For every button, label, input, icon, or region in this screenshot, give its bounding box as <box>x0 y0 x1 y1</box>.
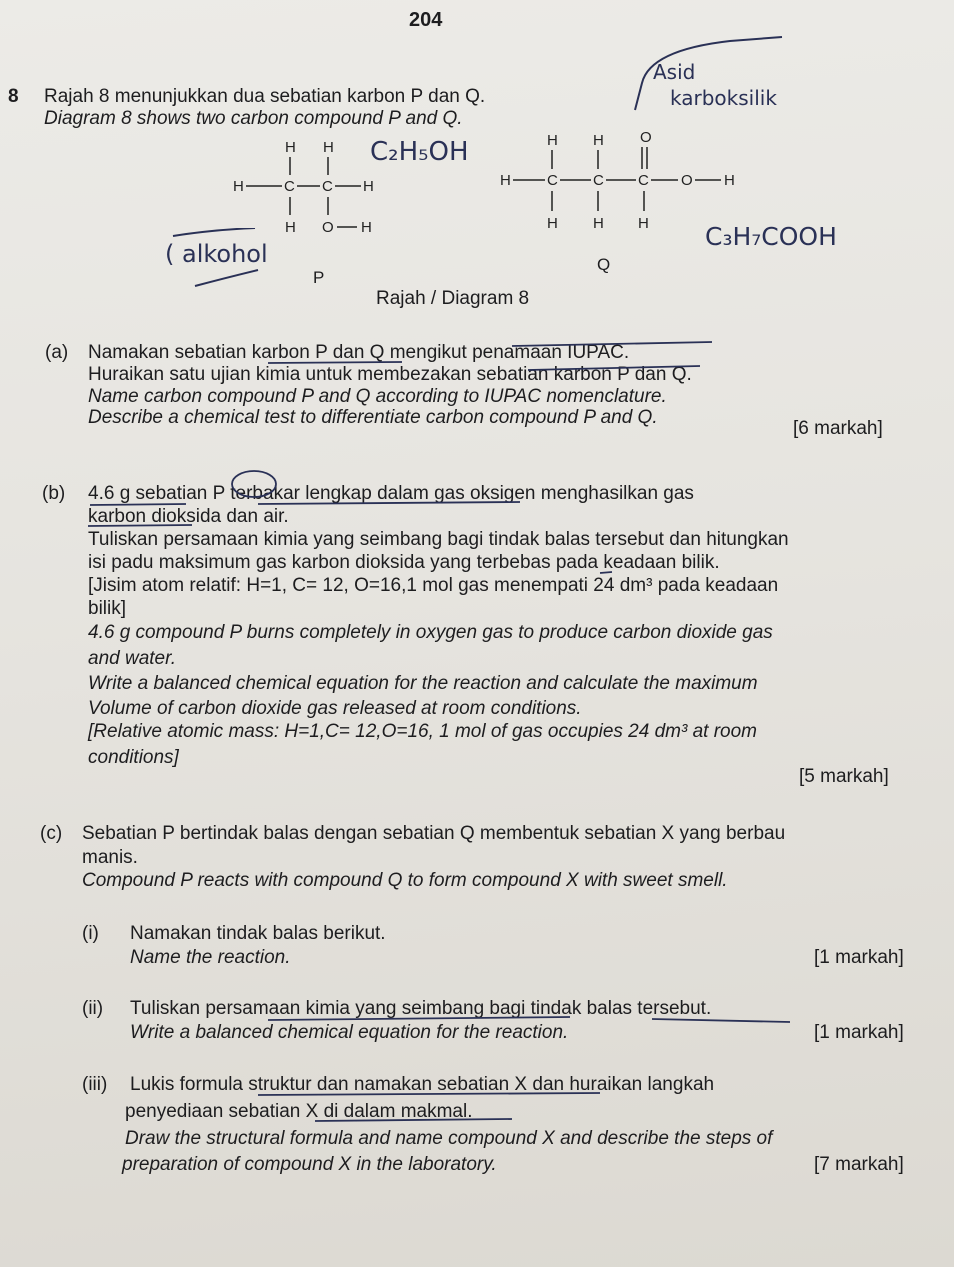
atom-h: H <box>285 219 296 236</box>
atom-c: C <box>322 178 333 195</box>
part-a-malay-2: Huraikan satu ujian kimia untuk membezakan sebatian karbon P dan Q. <box>88 364 692 385</box>
atom-h: H <box>638 215 649 232</box>
atom-h: H <box>547 132 558 149</box>
part-c-i-english: Name the reaction. <box>130 947 291 968</box>
part-c-ii-label: (ii) <box>82 998 104 1019</box>
atom-h: H <box>363 178 374 195</box>
atom-c: C <box>284 178 295 195</box>
label-p: P <box>313 268 325 287</box>
part-b-english-3: Write a balanced chemical equation for the reaction and calculate the maximum <box>88 673 758 694</box>
atom-o: O <box>681 172 693 189</box>
part-a-english-1: Name carbon compound P and Q according to IUPAC nomenclature. <box>88 386 667 407</box>
part-b-malay-3: Tuliskan persamaan kimia yang seimbang bagi tindak balas tersebut dan hitungkan <box>88 529 789 550</box>
part-b-label: (b) <box>42 483 66 504</box>
atom-h: H <box>593 132 604 149</box>
atom-h: H <box>361 219 372 236</box>
part-c-ii-malay: Tuliskan persamaan kimia yang seimbang bagi tindak balas tersebut. <box>130 998 712 1019</box>
question-number: 8 <box>8 86 19 107</box>
label-q: Q <box>597 255 611 274</box>
part-b-malay-2: karbon dioksida dan air. <box>88 506 289 527</box>
part-c-english-1: Compound P reacts with compound Q to form compound X with sweet smell. <box>82 870 728 891</box>
part-c-iii-marks: [7 markah] <box>814 1154 904 1175</box>
atom-o: O <box>640 129 652 146</box>
intro-malay: Rajah 8 menunjukkan dua sebatian karbon P dan Q. <box>44 86 486 107</box>
part-b-marks: [5 markah] <box>799 766 889 787</box>
handwritten-formula-q: C₃H₇COOH <box>705 222 837 251</box>
part-c-iii-english-2: preparation of compound X in the laboratory. <box>122 1154 497 1175</box>
handwritten-formula-p: C₂H₅OH <box>370 137 469 167</box>
atom-c: C <box>593 172 604 189</box>
atom-o: O <box>322 219 334 236</box>
diagram-caption: Rajah / Diagram 8 <box>376 288 530 309</box>
part-a-english-2: Describe a chemical test to differentiate carbon compound P and Q. <box>88 407 658 428</box>
atom-h: H <box>593 215 604 232</box>
part-c-i-label: (i) <box>82 923 99 944</box>
part-c-malay-2: manis. <box>82 847 138 868</box>
page-number: 204 <box>409 9 443 31</box>
handwritten-alcohol: ( alkohol <box>165 240 268 268</box>
part-b-malay-4: isi padu maksimum gas karbon dioksida yang terbebas pada keadaan bilik. <box>88 552 720 573</box>
handwritten-acid: Asid <box>653 60 696 84</box>
part-b-english-6: conditions] <box>88 747 179 768</box>
part-c-iii-label: (iii) <box>82 1074 108 1095</box>
part-b-malay-6: bilik] <box>88 598 127 619</box>
atom-c: C <box>547 172 558 189</box>
atom-h: H <box>724 172 735 189</box>
part-b-english-2: and water. <box>88 648 177 669</box>
atom-h: H <box>285 139 296 156</box>
atom-h: H <box>233 178 244 195</box>
atom-c: C <box>638 172 649 189</box>
part-a-label: (a) <box>45 342 69 363</box>
part-a-marks: [6 markah] <box>793 418 883 439</box>
part-c-iii-english-1: Draw the structural formula and name compound X and describe the steps of <box>125 1128 773 1149</box>
part-a-malay-1: Namakan sebatian karbon P dan Q mengikut penamaan IUPAC. <box>88 342 630 363</box>
part-c-ii-english: Write a balanced chemical equation for the reaction. <box>130 1022 569 1043</box>
part-c-iii-malay-1: Lukis formula struktur dan namakan sebatian X dan huraikan langkah <box>130 1074 715 1095</box>
atom-h: H <box>323 139 334 156</box>
part-c-i-marks: [1 markah] <box>814 947 904 968</box>
part-c-i-malay: Namakan tindak balas berikut. <box>130 923 386 944</box>
part-b-english-4: Volume of carbon dioxide gas released at room conditions. <box>88 698 582 719</box>
part-b-malay-1: 4.6 g sebatian P terbakar lengkap dalam gas oksigen menghasilkan gas <box>88 483 694 504</box>
part-c-label: (c) <box>40 823 63 844</box>
atom-h: H <box>547 215 558 232</box>
part-c-malay-1: Sebatian P bertindak balas dengan sebatian Q membentuk sebatian X yang berbau <box>82 823 786 844</box>
part-c-ii-marks: [1 markah] <box>814 1022 904 1043</box>
part-b-malay-5: [Jisim atom relatif: H=1, C= 12, O=16,1 mol gas menempati 24 dm³ pada keadaan <box>88 575 779 596</box>
part-b-english-5: [Relative atomic mass: H=1,C= 12,O=16, 1 mol of gas occupies 24 dm³ at room <box>88 721 757 742</box>
handwritten-carboxylic: karboksilik <box>670 86 777 110</box>
intro-english: Diagram 8 shows two carbon compound P and Q. <box>44 108 463 129</box>
part-c-iii-malay-2: penyediaan sebatian X di dalam makmal. <box>125 1101 473 1122</box>
atom-h: H <box>500 172 511 189</box>
part-b-english-1: 4.6 g compound P burns completely in oxygen gas to produce carbon dioxide gas <box>88 622 773 643</box>
